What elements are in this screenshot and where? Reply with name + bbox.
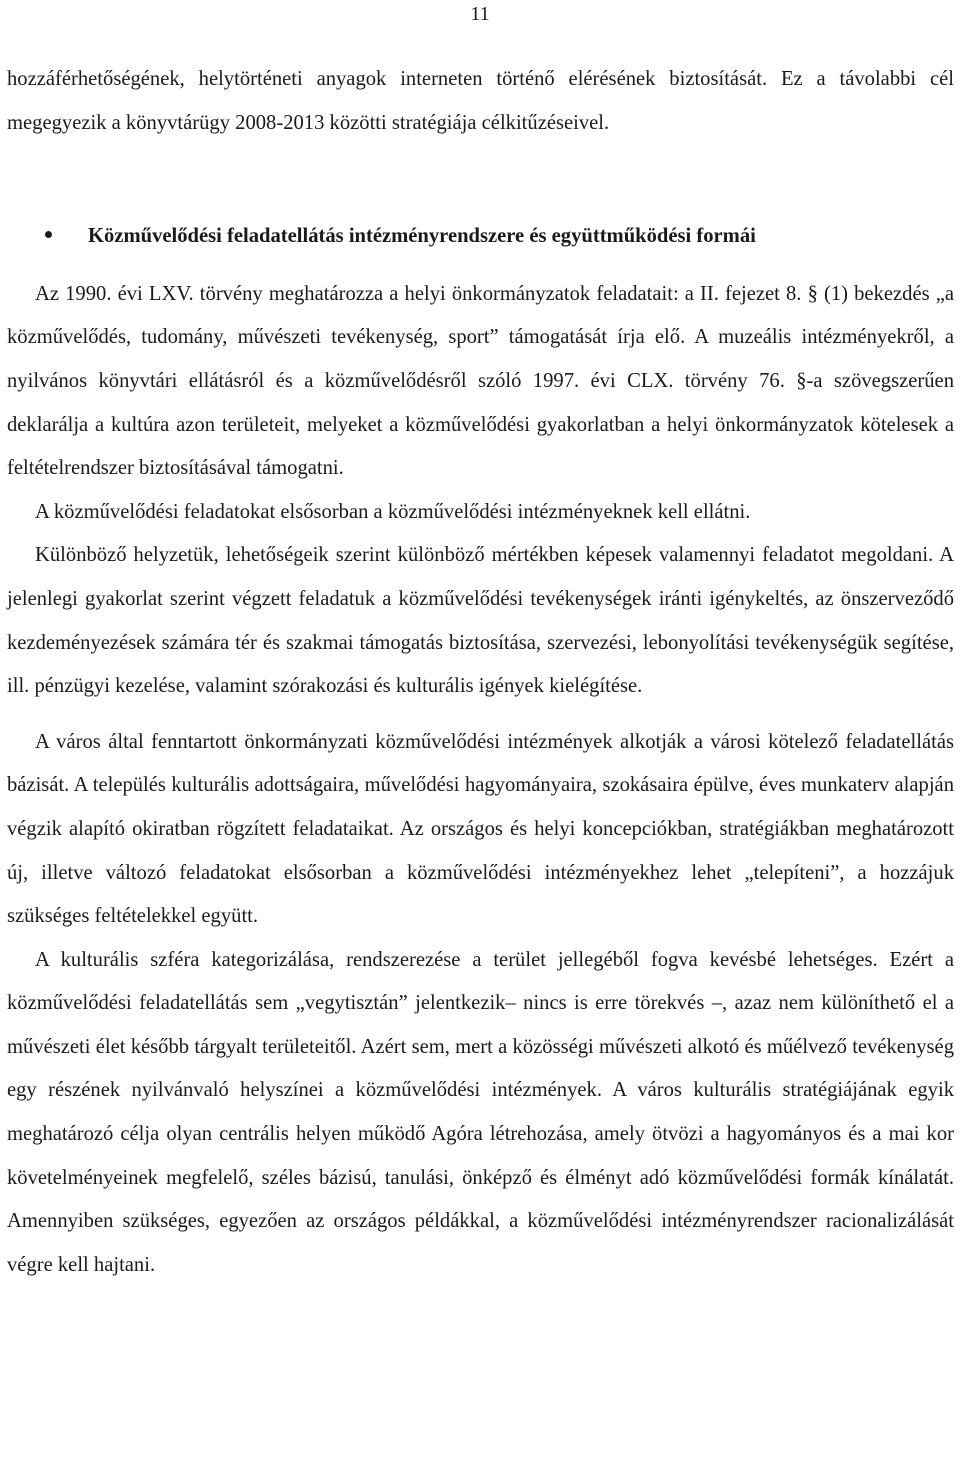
paragraph: A közművelődési feladatokat elsősorban a közművelődési intézményeknek kell ellátni. bbox=[35, 500, 751, 523]
paragraph: A kulturális szféra kategorizálása, rendszerezése a terület jellegéből fogva kevésbé lehetséges. Ezért a közművelődési feladatellátás sem „vegytisztán” jelentkezik– nincs is erre törekvés –, azaz nem különíthető el a művészeti élet később tárgyalt területeitől. Azért sem, mert a közösségi művészeti alkotó és műélvező tevékenység egy részének nyilvánvaló helyszínei a közművelődési intézmények. A város kulturális stratégiájának egyik meghatározó célja olyan centrális helyen működő Agóra létrehozása, amely ötvözi a hagyományos és a mai kor követelményeinek megfelelő, széles bázisú, tanulási, önképző és élményt adó közművelődési formák kínálatát. Amennyiben szükséges, egyezően az országos példákkal, a közművelődési intézményrendszer racionalizálását végre kell hajtani. bbox=[7, 948, 954, 1276]
paragraph: A város által fenntartott önkormányzati közművelődési intézmények alkotják a városi kötelező feladatellátás bázisát. A település kulturális adottságaira, művelődési hagyományaira, szokásaira épülve, éves munkaterv alapján végzik alapító okiratban rögzített feladataikat. Az országos és helyi koncepciókban, stratégiákban meghatározott új, illetve változó feladatokat elsősorban a közművelődési intézményekhez lehet „telepíteni”, a hozzájuk szükséges feltételekkel együtt. bbox=[7, 730, 954, 928]
document-body bbox=[7, 58, 954, 1287]
section-heading-text: Közművelődési feladatellátás intézményrendszere és együttműködési formái bbox=[88, 225, 756, 248]
page-number: 11 bbox=[470, 3, 490, 25]
paragraph: Az 1990. évi LXV. törvény meghatározza a helyi önkormányzatok feladatait: a II. fejezet 8. § (1) bekezdés „a közművelődés, tudomány, művészeti tevékenység, sport” támogatását írja elő. A muzeális intézményekről, a nyilvános könyvtári ellátásról és a közművelődésről szóló 1997. évi CLX. törvény 76. §-a szövegszerűen deklarálja a kultúra azon területeit, melyeket a közművelődési gyakorlatban a helyi önkormányzatok kötelesek a feltételrendszer biztosításával támogatni. bbox=[7, 282, 954, 480]
bullet-icon bbox=[45, 231, 52, 238]
paragraph-continuation: hozzáférhetőségének, helytörténeti anyagok interneten történő elérésének biztosítását. Ez a távolabbi cél megegyezik a könyvtárügy 2008-2013 közötti stratégiája célkitűzéseivel. bbox=[7, 68, 954, 134]
section-heading bbox=[7, 215, 954, 259]
paragraph: Különböző helyzetük, lehetőségeik szerint különböző mértékben képesek valamennyi feladatot megoldani. A jelenlegi gyakorlat szerint végzett feladatuk a közművelődési tevékenységek iránti igénykeltés, az önszerveződő kezdeményezések számára tér és szakmai támogatás biztosítása, szervezési, lebonyolítási tevékenységük segítése, ill. pénzügyi kezelése, valamint szórakozási és kulturális igények kielégítése. bbox=[7, 544, 954, 698]
